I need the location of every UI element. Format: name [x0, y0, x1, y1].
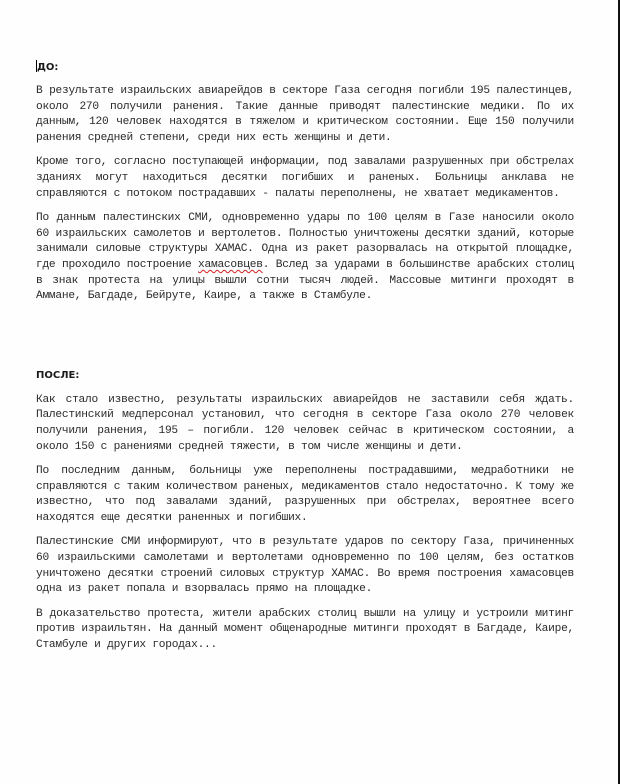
- spellcheck-flagged-word[interactable]: хамасовцев: [198, 258, 263, 271]
- paragraph: [36, 211, 574, 305]
- section-heading-before: [36, 60, 574, 74]
- paragraph: По последним данным, больницы уже переполнены пострадавшими, медработники не справляются с таким количеством раненых, медикаментов стало недостаточно. К тому же известно, что под завалами зданий, разрушенных при обстрелах, вероятнее всего находятся еще десятки раненных и погибших.: [36, 465, 574, 524]
- paragraph: Как стало известно, результаты израильских авиарейдов не заставили себя ждать. Палестинский медперсонал установил, что сегодня в секторе Газа около 270 человек получили ранения, 195 – погибли. 120 человек сейчас в критическом состоянии, а около 150 с ранениями средней тяжести, в том числе женщины и дети.: [36, 393, 574, 453]
- heading-text: ДО:: [37, 62, 59, 73]
- paragraph-text: По данным палестинских СМИ, одновременно удары по 100 целям в Газе наносили около 60 израильских самолетов и вертолетов. Полностью уничтожены десятки зданий, которые занимали силовые структуры ХАМАС. Одна из ракет разорвалась на открытой площадке, где проходило построение: [36, 212, 574, 271]
- paragraph: В результате израильских авиарейдов в секторе Газа сегодня погибли 195 палестинцев, около 270 получили ранения. Такие данные приводят палестинские медики. По их данным, 120 человек находятся в тяжелом и критическом состоянии. Еще 150 получили ранения средней степени, среди них есть женщины и дети.: [36, 85, 574, 144]
- paragraph: Палестинские СМИ информируют, что в результате ударов по сектору Газа, причиненных 60 израильскими самолетами и вертолетами одновременно по 100 целям, без остатков уничтожено десятки строений силовых структур ХАМАС. Во время построения хамасовцев одна из ракет попала и взорвалась прямо на площадке.: [36, 536, 574, 596]
- paragraph-text: . Вслед за ударами в большинстве арабских столиц в знак протеста на улицы вышли сотни тысяч людей. Массовые митинги проходят в Аммане, Багдаде, Бейруте, Каире, а также в Стамбуле.: [36, 258, 574, 303]
- paragraph: Кроме того, согласно поступающей информации, под завалами разрушенных при обстрелах зданиях могут находиться десятки погибших и раненых. Больницы анклава не справляются с потоком пострадавших - палаты переполнены, не хватает медикаментов.: [36, 156, 574, 200]
- section-heading-after: ПОСЛЕ:: [36, 369, 80, 381]
- section-after: [36, 369, 574, 654]
- document-body[interactable]: [36, 60, 574, 654]
- section-before: [36, 60, 574, 305]
- paragraph: В доказательство протеста, жители арабских столиц вышли на улицу и устроили митинг против израильтян. На данный момент общенародные митинги проходят в Багдаде, Каире, Стамбуле и других городах...: [36, 607, 574, 652]
